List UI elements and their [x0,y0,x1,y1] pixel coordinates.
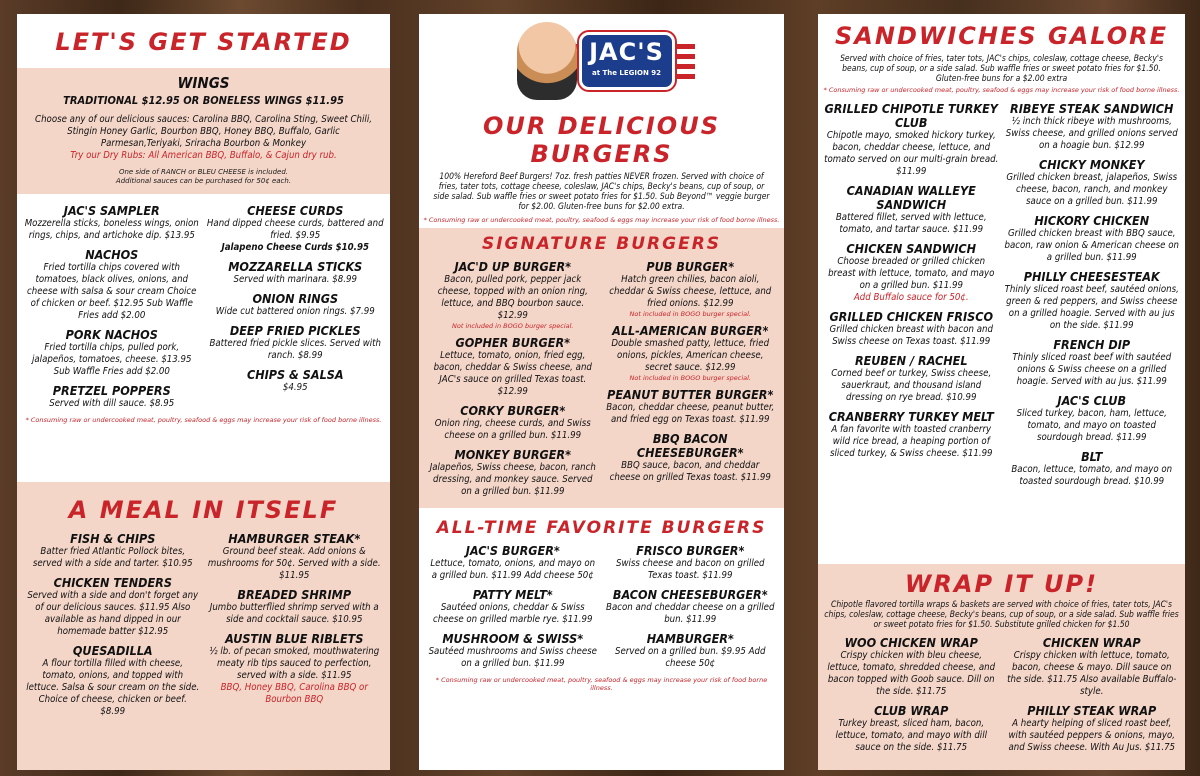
item-title: CHICKEN SANDWICH [846,241,977,256]
signature-box [419,228,784,508]
item-title: CANADIAN WALLEYE SANDWICH [846,183,976,212]
item-desc: Onion ring, cheese curds, and Swiss cheese on a grilled bun. $11.99 [434,418,591,441]
item-desc: Double smashed patty, lettuce, fried onions, pickles, American cheese, secret sauce. $12.99 [611,338,770,373]
section-title-wraps: WRAP IT UP! [904,570,1099,598]
item-title: JAC'S SAMPLER [63,203,160,218]
item-title: FRISCO BURGER* [636,543,745,558]
item-desc: Sautéed mushrooms and Swiss cheese on a grilled bun. $11.99 [428,646,597,669]
menu-item [824,636,999,698]
menu-item [207,324,385,362]
wings-note-2: Additional sauces can be purchased for 50¢ each. [115,177,292,185]
item-title: GRILLED CHICKEN FRISCO [829,309,994,324]
item-title: PHILLY CHEESESTEAK [1023,269,1160,284]
section-title-signature: SIGNATURE BURGERS [481,234,722,254]
item-title: QUESADILLA [72,643,153,658]
item-title: NACHOS [85,247,139,262]
item-desc: Served with a side and don't forget any of our delicious sauces. $11.95 Also available as hand dipped in our homemade batter $12.95 [27,590,199,637]
disclaimer: * Consuming raw or undercooked meat, poultry, seafood & eggs may increase your risk of food borne illness. [823,86,1180,94]
item-title: CLUB WRAP [874,703,949,718]
menu-item [605,632,777,670]
item-title: PUB BURGER* [646,259,735,274]
menu-item [23,328,201,378]
burgers-intro: 100% Hereford Beef Burgers! 7oz. fresh patties NEVER frozen. Served with choice of fries, tater tots, cottage cheese, coleslaw, JAC's chips, Becky's beans, cup of soup, or side salad. Sub waffle fries or sweet potato fries for $1.50. Sub Beyond™ veggie burger for $2.00. Gluten-free buns for $2.00 extra. [433,172,770,212]
menu-item [824,184,999,236]
item-desc: Lettuce, tomato, onion, fried egg, bacon, cheddar & Swiss cheese, and JAC's sauce on grilled Texas toast. $12.99 [433,350,592,397]
item-desc: Hatch green chilies, bacon aioli, cheddar & Swiss cheese, lettuce, and fried onions. $12.99 [609,274,772,309]
item-title: REUBEN / RACHEL [854,353,968,368]
item-title: BACON CHEESEBURGER* [612,587,768,602]
item-title: ALL-AMERICAN BURGER* [612,323,769,338]
section-title-burgers: OUR DELICIOUS BURGERS [483,112,720,168]
item-desc: Mozzerella sticks, boneless wings, onion rings, chips, and artichoke dip. $13.95 [24,218,199,241]
item-desc: A flour tortilla filled with cheese, tomato, onions, and topped with lettuce. Salsa & sour cream on the side. Choice of cheese, chicken or beef. $8.99 [26,658,200,717]
menu-item [427,448,599,498]
wrap-box [818,564,1185,770]
item-desc: ½ lb. of pecan smoked, mouthwatering meaty rib tips sauced to perfection, served with a side. $11.95 [209,646,380,681]
wings-title: WINGS [177,74,230,92]
item-desc: Served on a grilled bun. $9.95 Add cheese 50¢ [615,646,766,669]
item-title: WOO CHICKEN WRAP [844,635,978,650]
menu-item [824,242,999,304]
item-desc: Bacon, lettuce, tomato, and mayo on toasted sourdough bread. $10.99 [1011,464,1173,487]
item-desc: A fan favorite with toasted cranberry wild rice bread, a heaping portion of sliced turkey, & Swiss cheese. $11.99 [829,424,993,459]
item-desc: Fried tortilla chips, pulled pork, jalapeños, tomatoes, cheese. $13.95 Sub Waffle Fries add $2.00 [31,342,192,377]
menu-item [605,432,777,484]
item-title: JAC'S BURGER* [465,543,560,558]
item-desc: Hand dipped cheese curds, battered and fried. $9.95 [206,218,384,241]
disclaimer: * Consuming raw or undercooked meat, poultry, seafood & eggs may increase your risk of food borne illness. [435,676,768,692]
item-desc: Crispy chicken with lettuce, tomato, bacon, cheese & mayo. Dill sauce on the side. $11.75 Also available Buffalo-style. [1007,650,1177,697]
wings-box [17,68,390,194]
item-extra: JAC'S [589,38,664,66]
item-title: CHICKEN TENDERS [53,575,172,590]
menu-item [1005,450,1180,488]
menu-item [824,102,999,178]
item-title: HAMBURGER STEAK* [228,531,361,546]
item-desc: Swiss cheese and bacon on grilled Texas toast. $11.99 [615,558,765,581]
menu-item [1005,636,1180,698]
item-title: ONION RINGS [252,291,339,306]
menu-item [1005,158,1180,208]
item-title: FISH & CHIPS [70,531,156,546]
menu-item [605,588,777,626]
section-title-sandwiches: SANDWICHES GALORE [835,22,1168,50]
menu-item [427,260,599,330]
item-title: BREADED SHRIMP [237,587,352,602]
menu-item [824,704,999,754]
sandwiches-intro: Served with choice of fries, tater tots, JAC's chips, coleslaw, cottage cheese, Becky's beans, cup of soup, or a side salad. Sub waffle fries or sweet potato fries for $1.50. Gluten-free buns for a $2.00 extra [840,54,1163,84]
menu-item [207,588,383,626]
menu-item [427,544,599,582]
item-desc: Turkey breast, sliced ham, bacon, lettuce, tomato, and mayo with dill sauce on the side. $11.75 [835,718,988,753]
wings-note-1: One side of RANCH or BLEU CHEESE is included. [118,168,289,176]
item-desc: Corned beef or turkey, Swiss cheese, sauerkraut, and thousand island dressing on rye bread. $10.99 [831,368,992,403]
item-desc: Bacon and cheddar cheese on a grilled bun. $11.99 [606,602,775,625]
menu-item [427,404,599,442]
menu-item [427,632,599,670]
item-title: FRENCH DIP [1053,337,1131,352]
item-title: PATTY MELT* [472,587,553,602]
item-title: AUSTIN BLUE RIBLETS [225,631,364,646]
item-desc: Grilled chicken breast with bacon and Swiss cheese on Texas toast. $11.99 [829,324,993,347]
menu-item [23,384,201,410]
item-title: CRANBERRY TURKEY MELT [828,409,994,424]
item-desc: BBQ sauce, bacon, and cheddar cheese on grilled Texas toast. $11.99 [609,460,771,483]
menu-item [427,588,599,626]
menu-item [605,388,777,426]
item-desc: Batter fried Atlantic Pollock bites, served with a side and tarter. $10.95 [32,546,193,569]
item-desc: Wide cut battered onion rings. $7.99 [215,306,375,317]
menu-item [23,248,201,322]
panel-starters [17,14,390,770]
item-title: BBQ BACON CHEESEBURGER* [636,431,744,460]
menu-item [605,544,777,582]
section-title-favorites: ALL-TIME FAVORITE BURGERS [436,518,767,538]
item-desc: Lettuce, tomato, onions, and mayo on a grilled bun. $11.99 Add cheese 50¢ [430,558,596,581]
menu-item [427,336,599,398]
menu-item [1005,704,1180,754]
item-title: DEEP FRIED PICKLES [229,323,361,338]
item-title: GRILLED CHIPOTLE TURKEY CLUB [824,101,998,130]
item-desc: Sautéed onions, cheddar & Swiss cheese on grilled marble rye. $11.99 [433,602,593,625]
item-title: JAC'D UP BURGER* [454,259,572,274]
item-title: RIBEYE STEAK SANDWICH [1010,101,1174,116]
item-desc: Sliced turkey, bacon, ham, lettuce, tomato, and mayo on toasted sourdough bread. $11.99 [1016,408,1167,443]
item-desc: Grilled chicken breast, jalapeños, Swiss cheese, bacon, ranch, and monkey sauce on a grilled bun. $11.99 [1006,172,1178,207]
item-desc: Bacon, cheddar cheese, peanut butter, and fried egg on Texas toast. $11.99 [606,402,775,425]
item-title: MONKEY BURGER* [454,447,571,462]
menu-item [605,260,777,318]
menu-item [824,410,999,460]
menu-item [25,644,201,718]
item-title: CORKY BURGER* [460,403,566,418]
menu-item [1005,394,1180,444]
item-extra: BBQ, Honey BBQ, Carolina BBQ or Bourbon BBQ [220,682,368,705]
logo-badge [579,32,675,90]
item-desc: Battered fried pickle slices. Served with ranch. $8.99 [209,338,382,361]
disclaimer: * Consuming raw or undercooked meat, poultry, seafood & eggs may increase your risk of food borne illness. [423,216,780,224]
item-desc: Grilled chicken breast with BBQ sauce, bacon, raw onion & American cheese on a grilled bun. $11.99 [1004,228,1179,263]
item-title: PEANUT BUTTER BURGER* [607,387,774,402]
menu-item [25,576,201,638]
item-title: MOZZARELLA STICKS [228,259,363,274]
appetizers [17,194,390,416]
item-desc: Bacon, pulled pork, pepper jack cheese, topped with an onion ring, lettuce, and BBQ bourbon sauce. $12.99 [437,274,588,321]
item-desc: $4.95 [282,382,308,393]
item-desc: Jumbo butterflied shrimp served with a side and cocktail sauce. $10.95 [209,602,379,625]
menu-item [207,292,385,318]
menu-item [23,204,201,242]
jacs-logo [517,22,687,102]
item-desc: Crispy chicken with bleu cheese, lettuce, tomato, shredded cheese, and bacon topped with Goob sauce. Dill on the side. $11.75 [827,650,996,697]
disclaimer: * Consuming raw or undercooked meat, poultry, seafood & eggs may increase your risk of food borne illness. [25,416,382,424]
appetizers-left [23,204,201,416]
item-title: HICKORY CHICKEN [1034,213,1150,228]
menu-item [1005,214,1180,264]
item-desc: ½ inch thick ribeye with mushrooms, Swiss cheese, and grilled onions served on a hoagie bun. $12.99 [1005,116,1178,151]
item-title: HAMBURGER* [646,631,734,646]
menu-item [605,324,777,382]
wings-rubs: Try our Dry Rubs: All American BBQ, Buffalo, & Cajun dry rub. [70,150,337,161]
section-title-starters: LET'S GET STARTED [55,28,352,56]
sandwich-items [818,102,1185,494]
item-title: CHICKEN WRAP [1042,635,1141,650]
item-note: Not included in BOGO burger special. [629,310,751,318]
item-title: CHEESE CURDS [247,203,344,218]
meal-box [17,482,390,770]
item-title: MUSHROOM & SWISS* [442,631,584,646]
item-desc: Served with dill sauce. $8.95 [49,398,175,409]
wings-desc: Choose any of our delicious sauces: Carolina BBQ, Carolina Sting, Sweet Chili, Stingin Honey Garlic, Bourbon BBQ, Honey BBQ, Buffalo, Garlic Parmesan,Teriyaki, Sriracha Bourbon & Monkey [35,114,372,149]
item-title: CHIPS & SALSA [246,367,344,382]
item-extra: at The LEGION 92 [591,69,662,77]
menu-item [1005,102,1180,152]
item-desc: Jalapeños, Swiss cheese, bacon, ranch dressing, and monkey sauce. Served on a grilled bun. $11.99 [429,462,596,497]
item-note: Not included in BOGO burger special. [629,374,751,382]
item-desc: Served with marinara. $8.99 [233,274,357,285]
menu-item [207,260,385,286]
item-title: BLT [1081,449,1103,464]
menu-item [25,532,201,570]
menu-item [824,354,999,404]
menu-item [824,310,999,348]
menu-item [1005,270,1180,332]
menu-item [207,204,385,254]
item-desc: Choose breaded or grilled chicken breast with lettuce, tomato, and mayo on a grilled bun. $11.99 [828,256,995,291]
menu-item [207,368,385,394]
appetizers-right [207,204,385,416]
wings-price: TRADITIONAL $12.95 OR BONELESS WINGS $11.95 [63,94,344,107]
item-note: Not included in BOGO burger special. [451,322,574,330]
item-title: CHICKY MONKEY [1038,157,1145,172]
item-desc: Ground beef steak. Add onions & mushrooms for 50¢. Served with a side. $11.95 [207,546,381,581]
item-title: PHILLY STEAK WRAP [1027,703,1157,718]
menu-item [207,632,383,706]
item-desc: Battered fillet, served with lettuce, tomato, and tartar sauce. $11.99 [835,212,987,235]
item-title: GOPHER BURGER* [455,335,570,350]
item-extra: Jalapeno Cheese Curds $10.95 [221,242,369,253]
item-title: JAC'S CLUB [1057,393,1127,408]
item-extra: Add Buffalo sauce for 50¢. [853,292,969,303]
item-desc: Thinly sliced roast beef with sautéed onions & Swiss cheese on a grilled hoagie. Served with au jus. $11.99 [1012,352,1172,387]
menu-item [1005,338,1180,388]
section-title-meal: A MEAL IN ITSELF [68,496,339,524]
wraps-intro: Chipotle flavored tortilla wraps & baskets are served with choice of fries, tater tots, JAC's chips, coleslaw, cottage cheese, Becky's beans, cup of soup, or a side salad. Sub waffle fries or sweet potato fries for $1.50. Substitute grilled chicken for $1.50 [824,600,1179,630]
item-title: PORK NACHOS [65,327,158,342]
panel-sandwiches [818,14,1185,770]
menu-item [207,532,383,582]
item-desc: A hearty helping of sliced roast beef, with sautéed peppers & onions, mayo, and Swiss cheese. With Au Jus. $11.75 [1008,718,1176,753]
item-title: PRETZEL POPPERS [52,383,171,398]
item-desc: Chipotle mayo, smoked hickory turkey, bacon, cheddar cheese, lettuce, and tomato served on our multi-grain bread. $11.99 [824,130,999,177]
meal-items [25,532,382,724]
favorites-box [419,508,784,692]
item-desc: Fried tortilla chips covered with tomatoes, black olives, onions, and cheese with salsa & sour cream Choice of chicken or beef. $12.95 Sub Waffle Fries add $2.00 [27,262,197,321]
panel-burgers [419,14,784,770]
item-desc: Thinly sliced roast beef, sautéed onions, green & red peppers, and Swiss cheese on a grilled hoagie. Served with au jus on the side. $11.99 [1004,284,1179,331]
pinup-portrait-icon [517,22,577,100]
